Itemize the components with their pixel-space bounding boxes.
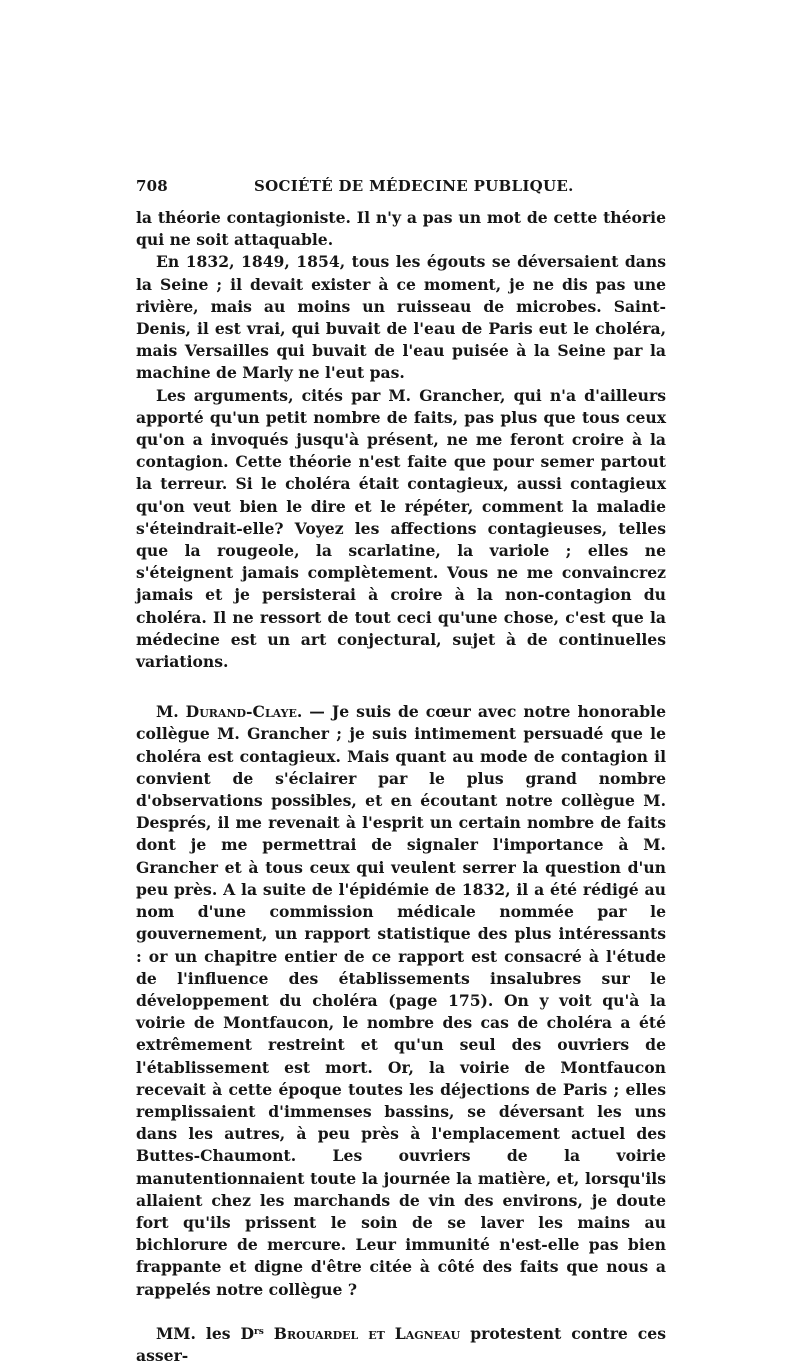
speaker-prefix: MM. les D (156, 1323, 255, 1343)
paragraph-arguments: Les arguments, cités par M. Grancher, qui n'a d'ailleurs apporté qu'un petit nombre de faits, pas plus que tous ceux qu'on a invoqués jusqu'à présent, ne me feront croire à la contagion. Cette théorie n'est faite que pour semer partout la terreur. Si le choléra était contagieux, aussi contagieux qu'on veut bien le dire et le répéter, comment la maladie s'éteindrait-elle? Voyez les affections contagieuses, telles que la rougeole, la scarlatine, la variole ; elles ne s'éteignent jamais complètement. Vous ne me convaincrez jamais et je persisterai à croire à la non-contagion du choléra. Il ne ressort de tout ceci qu'une chose, c'est que la médecine est un art conjectural, sujet à de continuelles variations. (136, 385, 666, 672)
page-header (136, 177, 666, 201)
speaker-name: M. Durand-Claye. (156, 702, 303, 722)
paragraph-egouts: En 1832, 1849, 1854, tous les égouts se déversaient dans la Seine ; il devait exister à ce moment, je ne dis pas une rivière, mais au moins un ruisseau de microbes. Saint-Denis, il est vrai, qui buvait de l'eau de Paris eut le choléra, mais Versailles qui buvait de l'eau puisée à la Seine par la machine de Marly ne l'eut pas. (136, 252, 666, 383)
book-page (136, 177, 666, 1367)
speaker-names: Brouardel et Lagneau (263, 1323, 461, 1343)
body-text (136, 207, 666, 1367)
speaker-superscript: rs (254, 1326, 264, 1337)
paragraph-continuation: la théorie contagioniste. Il n'y a pas un mot de cette théorie qui ne soit attaquable. (136, 208, 666, 250)
paragraph-brouardel-lagneau (136, 1321, 666, 1367)
running-head: SOCIÉTÉ DE MÉDECINE PUBLIQUE. (254, 177, 574, 195)
page-number: 708 (136, 177, 168, 195)
speech-text: — Je suis de cœur avec notre honorable collègue M. Grancher ; je suis intimement persuadé que le choléra est contagieux. Mais quant au mode de contagion il convient de s'éclairer par le plus grand nombre d'observations possibles, et en écoutant notre collègue M. Després, il me revenait à l'esprit un certain nombre de faits dont je me permettrai de signaler l'importance à M. Grancher et à tous ceux qui veulent serrer la question d'un peu près. A la suite de l'épidémie de 1832, il a été rédigé au nom d'une commission médicale nommée par le gouvernement, un rapport statistique des plus intéressants : or un chapitre entier de ce rapport est consacré à l'étude de l'influence des établissements insalubres sur le développement du choléra (page 175). On y voit qu'à la voirie de Montfaucon, le nombre des cas de choléra a été extrêmement restreint et qu'un seul des ouvriers de l'établissement est mort. Or, la voirie de Montfaucon recevait à cette époque toutes les déjections de Paris ; elles remplissaient d'immenses bassins, se déversant les uns dans les autres, à peu près à l'emplacement actuel des Buttes-Chaumont. Les ouvriers de la voirie manutentionnaient toute la journée la matière, et, lorsqu'ils allaient chez les marchands de vin des environs, je doute fort qu'ils prissent le soin de se laver les mains au bichlorure de mercure. Leur immunité n'est-elle pas bien frappante et digne d'être citée à côté des faits que nous a rappelés notre collègue ? (136, 702, 666, 1299)
paragraph-durand-claye (136, 701, 666, 1300)
speech-text: protestent contre ces asser- (136, 1323, 666, 1365)
